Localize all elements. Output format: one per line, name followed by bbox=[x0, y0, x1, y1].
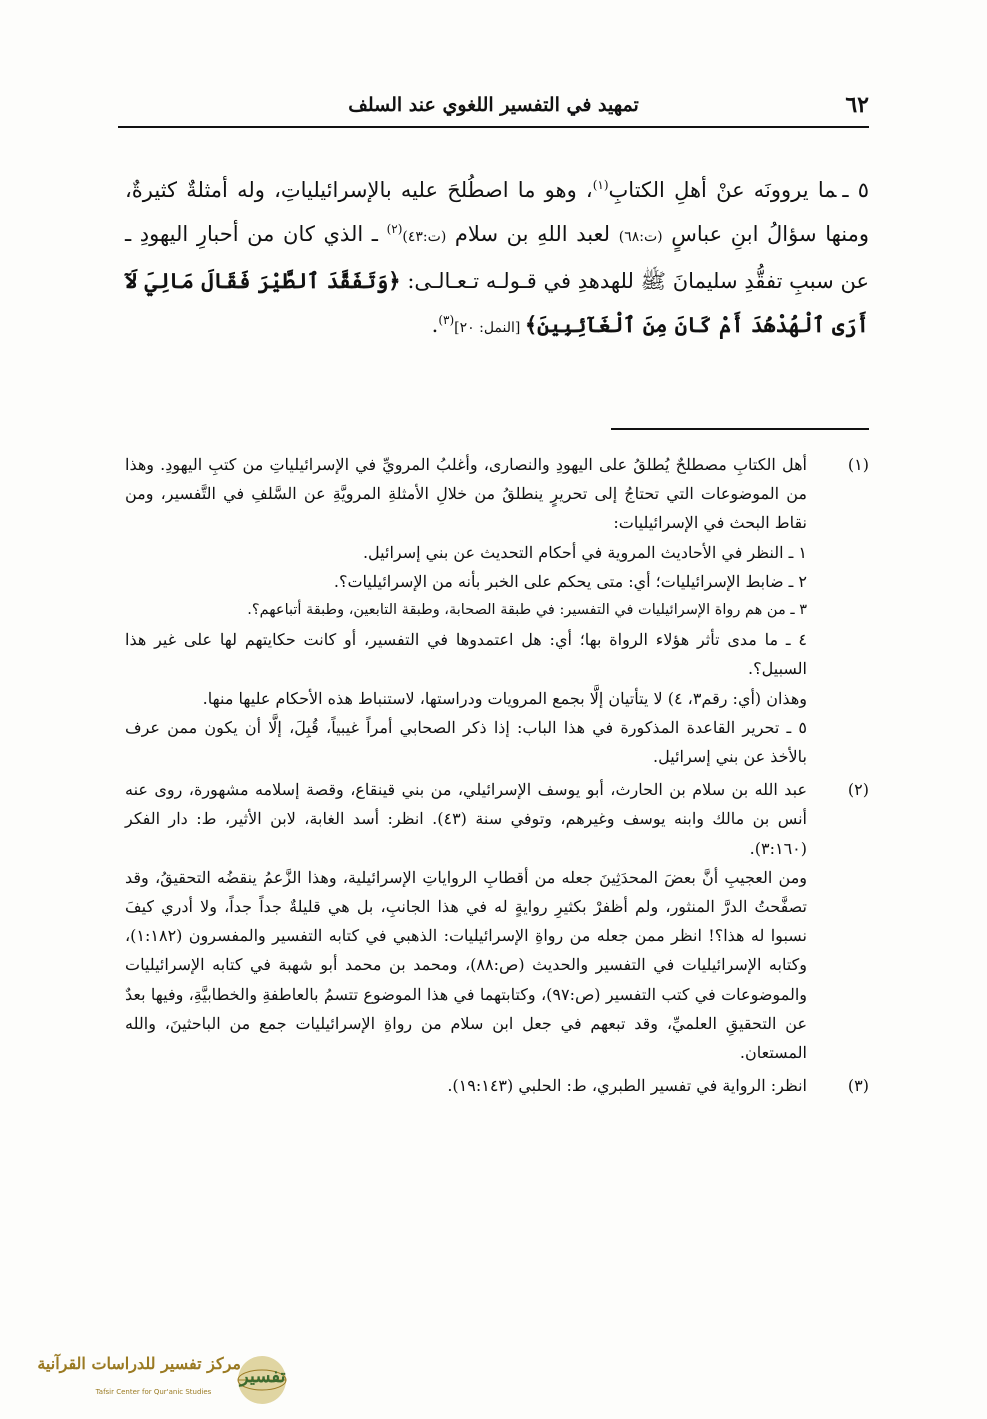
logo-english-name: Tafsir Center for Qur'anic Studies bbox=[95, 1388, 212, 1396]
main-text-3: لعبد اللهِ بن سلام bbox=[446, 222, 619, 246]
logo-wordmark: تفسير bbox=[240, 1366, 286, 1387]
footnote-paragraph: ٢ ـ ضابط الإسرائيليات؛ أي: متى يحكم على الخبر بأنه من الإسرائيليات؟. bbox=[333, 571, 807, 591]
footnote-1 bbox=[125, 450, 869, 771]
item-number: ٥ ـ bbox=[842, 178, 869, 202]
main-text bbox=[125, 168, 869, 350]
death-date-ibn-salam: (ت:٤٣) bbox=[402, 229, 447, 245]
header-rule bbox=[118, 126, 869, 128]
footnote-paragraph: ١ ـ النظر في الأحاديث المروية في أحكام التحديث عن بني إسرائيل. bbox=[362, 542, 807, 562]
footnote-number: (١) bbox=[847, 455, 869, 474]
page-number: ٦٢ bbox=[845, 92, 869, 118]
quran-verse: ﴿وَتَفَقَّدَ ٱلطَّيْرَ فَقَالَ مَالِيَ لَآ أَرَى ٱلْهُدْهُدَ أَمْ كَانَ مِنَ ٱلْغَآئِبِينَ﴾ bbox=[125, 268, 869, 337]
footnote-ref-2[interactable]: (٢) bbox=[386, 222, 403, 236]
running-title: تمهيد في التفسير اللغوي عند السلف bbox=[348, 94, 639, 116]
quran-citation: [النمل: ٢٠] bbox=[454, 320, 525, 336]
footnote-ref-1[interactable]: (١) bbox=[592, 178, 609, 192]
main-paragraph bbox=[125, 168, 869, 350]
main-text-5: . bbox=[431, 313, 439, 337]
main-text-4: ـ الذي كان من أحبارِ اليهودِ ـ عن سببِ تفقُّدِ سليمانَ ﷺ للهدهدِ في قـولـه تـعـالـى: bbox=[125, 222, 869, 293]
footnote-2 bbox=[125, 775, 869, 1067]
footnote-paragraph: عبد الله بن سلام بن الحارث، أبو يوسف الإسرائيلي، من بني قينقاع، وقصة إسلامه مشهورة، روى عنه أنس بن مالك وابنه يوسف وغيرهم، وتوفي سنة (٤٣). انظر: أسد الغابة، لابن الأثير، ط: دار الفكر (٣:١٦٠). bbox=[125, 780, 807, 858]
footnote-divider bbox=[611, 428, 869, 430]
tafsir-center-logo bbox=[8, 1352, 288, 1408]
footnote-paragraph: ٤ ـ ما مدى تأثر هؤلاء الرواة بها؛ أي: هل اعتمدوها في التفسير، أو كانت حكايتهم لها على غير هذا السبيل؟. bbox=[125, 630, 808, 679]
footnote-paragraph: انظر: الرواية في تفسير الطبري، ط: الحلبي (١٩:١٤٣). bbox=[447, 1076, 807, 1096]
footnote-paragraph: أهل الكتابِ مصطلحٌ يُطلقُ على اليهودِ والنصارى، وأغلبُ المرويِّ في الإسرائيلياتِ من كتبِ اليهودِ. وهذا من الموضوعات التي تحتاجُ إلى تحريرٍ ينطلقُ من خلالِ الأمثلةِ المرويَّةِ عن السَّلفِ في التَّفسير، ومن نقاط البحث في الإسرائيليات: bbox=[125, 455, 808, 533]
footnote-number: (٢) bbox=[847, 780, 869, 800]
death-date-ibn-abbas: (ت:٦٨) bbox=[618, 229, 663, 245]
logo-arabic-name: مركز تفسير للدراسات القرآنية bbox=[37, 1354, 241, 1373]
footnote-ref-3[interactable]: (٣) bbox=[438, 313, 455, 327]
footnote-paragraph: وهذان (أي: رقم٣، ٤) لا يتأتيان إلَّا بجمع المرويات ودراستها، لاستنباط هذه الأحكام عليها منها. bbox=[202, 688, 807, 708]
page-header bbox=[118, 86, 869, 126]
main-text-1: ما يروونَه عنْ أهلِ الكتابِ bbox=[608, 178, 837, 202]
main-text-2: ، وهو ما اصطُلحَ عليه بالإسرائيلياتِ، وله أمثلةٌ كثيرةٌ، ومنها سؤالُ ابنِ عباسٍ bbox=[125, 178, 870, 246]
footnote-paragraph: ومن العجيبِ أنَّ بعضَ المحدَثِينَ جعله من أقطابِ الرواياتِ الإسرائيلية، وهذا الزَّعمُ ينقضُه التحقيقُ، وقد تصفَّحتُ الدرَّ المنثور، ولم أظفرْ بكثيرِ روايةٍ له في هذا الجانبِ، بل هي قليلةٌ جداً جداً، ولا أدري كيفَ نسبوا له هذا؟! انظر ممن جعله من رواةِ الإسرائيليات: الذهبي في كتابه التفسير والمفسرون (١:١٨٢)، وكتابه الإسرائيليات في التفسير والحديث (ص:٨٨)، ومحمد بن محمد أبو شهبة في كتابه الإسرائيليات والموضوعات في كتب التفسير (ص:٩٧)، وكتابتهما في هذا الموضوع تتسمُ بالعاطفةِ والخطابيَّةِ، وفيها بعدٌ عن التحقيقِ العلميِّ، وقد تبعهم في جعل ابن سلام من رواةِ الإسرائيليات جمع من الباحثينَ، والله المستعان. bbox=[125, 867, 808, 1063]
footnote-number: (٣) bbox=[847, 1076, 869, 1096]
footnote-paragraph: ٣ ـ من هم رواة الإسرائيليات في التفسير: في طبقة الصحابة، وطبقة التابعين، وطبقة أتباعهم؟. bbox=[247, 602, 807, 619]
footnote-paragraph: ٥ ـ تحرير القاعدة المذكورة في هذا الباب: إذا ذكر الصحابي أمراً غيبياً، قُبِلَ، إلَّا أن يكون ممن عرف بالأخذ عن بني إسرائيل. bbox=[125, 717, 807, 767]
footnote-3 bbox=[125, 1071, 869, 1100]
footnotes bbox=[125, 450, 869, 1100]
